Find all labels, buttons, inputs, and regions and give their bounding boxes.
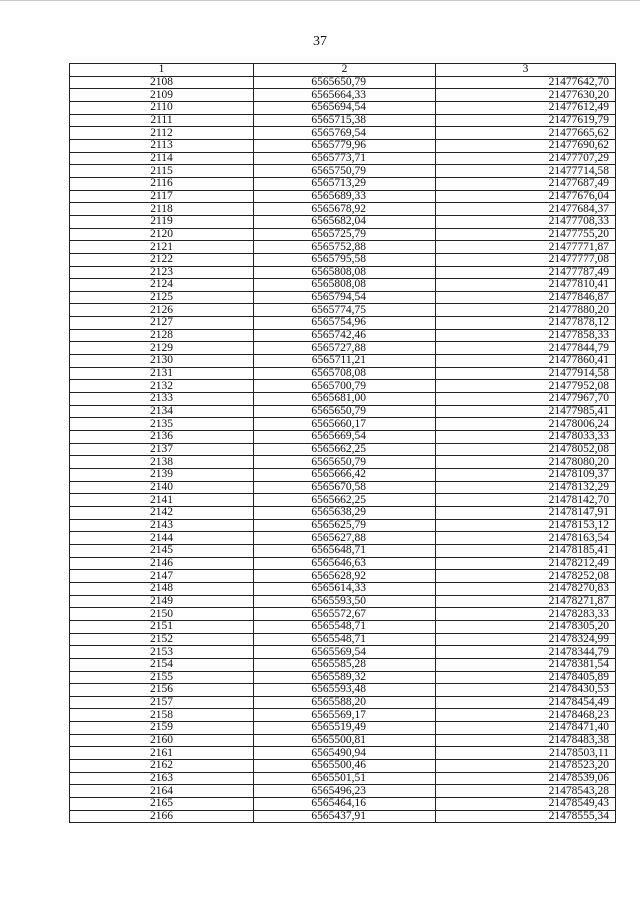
y-coordinate-cell: 21477846,87 bbox=[436, 291, 616, 304]
x-coordinate-cell: 6565773,71 bbox=[254, 152, 436, 165]
table-row bbox=[70, 367, 616, 380]
point-number-cell: 2138 bbox=[70, 456, 254, 469]
point-number-cell: 2154 bbox=[70, 658, 254, 671]
y-coordinate-cell: 21477755,20 bbox=[436, 228, 616, 241]
y-coordinate-cell: 21478283,33 bbox=[436, 608, 616, 621]
x-coordinate-cell: 6565548,71 bbox=[254, 633, 436, 646]
x-coordinate-cell: 6565646,63 bbox=[254, 557, 436, 570]
y-coordinate-cell: 21478549,43 bbox=[436, 798, 616, 811]
y-coordinate-cell: 21478430,53 bbox=[436, 684, 616, 697]
x-coordinate-cell: 6565700,79 bbox=[254, 380, 436, 393]
table-row bbox=[70, 152, 616, 165]
point-number-cell: 2137 bbox=[70, 443, 254, 456]
y-coordinate-cell: 21477771,87 bbox=[436, 241, 616, 254]
point-number-cell: 2108 bbox=[70, 76, 254, 89]
y-coordinate-cell: 21478212,49 bbox=[436, 557, 616, 570]
y-coordinate-cell: 21478305,20 bbox=[436, 620, 616, 633]
point-number-cell: 2158 bbox=[70, 709, 254, 722]
point-number-cell: 2143 bbox=[70, 519, 254, 532]
x-coordinate-cell: 6565662,25 bbox=[254, 443, 436, 456]
point-number-cell: 2117 bbox=[70, 190, 254, 203]
point-number-cell: 2163 bbox=[70, 772, 254, 785]
x-coordinate-cell: 6565490,94 bbox=[254, 747, 436, 760]
y-coordinate-cell: 21478080,20 bbox=[436, 456, 616, 469]
page-top-edge bbox=[0, 0, 640, 1]
table-row bbox=[70, 747, 616, 760]
point-number-cell: 2116 bbox=[70, 177, 254, 190]
y-coordinate-cell: 21477878,12 bbox=[436, 317, 616, 330]
y-coordinate-cell: 21477619,79 bbox=[436, 114, 616, 127]
point-number-cell: 2126 bbox=[70, 304, 254, 317]
y-coordinate-cell: 21478033,33 bbox=[436, 431, 616, 444]
table-row bbox=[70, 760, 616, 773]
y-coordinate-cell: 21478381,54 bbox=[436, 658, 616, 671]
y-coordinate-cell: 21477708,33 bbox=[436, 215, 616, 228]
point-number-cell: 2150 bbox=[70, 608, 254, 621]
y-coordinate-cell: 21478468,23 bbox=[436, 709, 616, 722]
point-number-cell: 2148 bbox=[70, 582, 254, 595]
table-row bbox=[70, 481, 616, 494]
table-row bbox=[70, 405, 616, 418]
y-coordinate-cell: 21477967,70 bbox=[436, 393, 616, 406]
x-coordinate-cell: 6565795,58 bbox=[254, 253, 436, 266]
y-coordinate-cell: 21477787,49 bbox=[436, 266, 616, 279]
x-coordinate-cell: 6565588,20 bbox=[254, 696, 436, 709]
point-number-cell: 2111 bbox=[70, 114, 254, 127]
table-row bbox=[70, 342, 616, 355]
point-number-cell: 2130 bbox=[70, 355, 254, 368]
y-coordinate-cell: 21477714,58 bbox=[436, 165, 616, 178]
x-coordinate-cell: 6565742,46 bbox=[254, 329, 436, 342]
point-number-cell: 2159 bbox=[70, 722, 254, 735]
table-row bbox=[70, 443, 616, 456]
point-number-cell: 2132 bbox=[70, 380, 254, 393]
table-row bbox=[70, 241, 616, 254]
point-number-cell: 2133 bbox=[70, 393, 254, 406]
table-row bbox=[70, 355, 616, 368]
x-coordinate-cell: 6565670,58 bbox=[254, 481, 436, 494]
x-coordinate-cell: 6565501,51 bbox=[254, 772, 436, 785]
point-number-cell: 2156 bbox=[70, 684, 254, 697]
y-coordinate-cell: 21478132,29 bbox=[436, 481, 616, 494]
point-number-cell: 2153 bbox=[70, 646, 254, 659]
y-coordinate-cell: 21478543,28 bbox=[436, 785, 616, 798]
table-row bbox=[70, 772, 616, 785]
y-coordinate-cell: 21478324,99 bbox=[436, 633, 616, 646]
table-row bbox=[70, 810, 616, 823]
table-row bbox=[70, 595, 616, 608]
point-number-cell: 2164 bbox=[70, 785, 254, 798]
y-coordinate-cell: 21478523,20 bbox=[436, 760, 616, 773]
x-coordinate-cell: 6565650,79 bbox=[254, 76, 436, 89]
table-row bbox=[70, 418, 616, 431]
x-coordinate-cell: 6565725,79 bbox=[254, 228, 436, 241]
point-number-cell: 2134 bbox=[70, 405, 254, 418]
table-row bbox=[70, 785, 616, 798]
x-coordinate-cell: 6565650,79 bbox=[254, 405, 436, 418]
table-header-row bbox=[70, 64, 616, 77]
point-number-cell: 2151 bbox=[70, 620, 254, 633]
x-coordinate-cell: 6565614,33 bbox=[254, 582, 436, 595]
table-row bbox=[70, 494, 616, 507]
point-number-cell: 2152 bbox=[70, 633, 254, 646]
x-coordinate-cell: 6565662,25 bbox=[254, 494, 436, 507]
point-number-cell: 2114 bbox=[70, 152, 254, 165]
table-row bbox=[70, 431, 616, 444]
y-coordinate-cell: 21478503,11 bbox=[436, 747, 616, 760]
y-coordinate-cell: 21478271,87 bbox=[436, 595, 616, 608]
y-coordinate-cell: 21477880,20 bbox=[436, 304, 616, 317]
y-coordinate-cell: 21477858,33 bbox=[436, 329, 616, 342]
y-coordinate-cell: 21477952,08 bbox=[436, 380, 616, 393]
x-coordinate-cell: 6565754,96 bbox=[254, 317, 436, 330]
point-number-cell: 2115 bbox=[70, 165, 254, 178]
point-number-cell: 2160 bbox=[70, 734, 254, 747]
table-row bbox=[70, 469, 616, 482]
point-number-cell: 2112 bbox=[70, 127, 254, 140]
y-coordinate-cell: 21478142,70 bbox=[436, 494, 616, 507]
column-header-3: 3 bbox=[436, 64, 616, 77]
table-row bbox=[70, 266, 616, 279]
y-coordinate-cell: 21477860,41 bbox=[436, 355, 616, 368]
x-coordinate-cell: 6565464,16 bbox=[254, 798, 436, 811]
y-coordinate-cell: 21478344,79 bbox=[436, 646, 616, 659]
point-number-cell: 2120 bbox=[70, 228, 254, 241]
x-coordinate-cell: 6565664,33 bbox=[254, 89, 436, 102]
x-coordinate-cell: 6565779,96 bbox=[254, 139, 436, 152]
x-coordinate-cell: 6565548,71 bbox=[254, 620, 436, 633]
y-coordinate-cell: 21478405,89 bbox=[436, 671, 616, 684]
x-coordinate-cell: 6565519,49 bbox=[254, 722, 436, 735]
point-number-cell: 2128 bbox=[70, 329, 254, 342]
table-row bbox=[70, 127, 616, 140]
y-coordinate-cell: 21478052,08 bbox=[436, 443, 616, 456]
point-number-cell: 2119 bbox=[70, 215, 254, 228]
point-number-cell: 2110 bbox=[70, 101, 254, 114]
x-coordinate-cell: 6565437,91 bbox=[254, 810, 436, 823]
point-number-cell: 2165 bbox=[70, 798, 254, 811]
table-row bbox=[70, 304, 616, 317]
point-number-cell: 2155 bbox=[70, 671, 254, 684]
y-coordinate-cell: 21477684,37 bbox=[436, 203, 616, 216]
x-coordinate-cell: 6565585,28 bbox=[254, 658, 436, 671]
y-coordinate-cell: 21477642,70 bbox=[436, 76, 616, 89]
table-row bbox=[70, 709, 616, 722]
table-row bbox=[70, 557, 616, 570]
point-number-cell: 2124 bbox=[70, 279, 254, 292]
x-coordinate-cell: 6565500,46 bbox=[254, 760, 436, 773]
x-coordinate-cell: 6565681,00 bbox=[254, 393, 436, 406]
x-coordinate-cell: 6565500,81 bbox=[254, 734, 436, 747]
y-coordinate-cell: 21477914,58 bbox=[436, 367, 616, 380]
point-number-cell: 2144 bbox=[70, 532, 254, 545]
y-coordinate-cell: 21478483,38 bbox=[436, 734, 616, 747]
coordinates-table-container bbox=[69, 63, 615, 823]
table-row bbox=[70, 203, 616, 216]
x-coordinate-cell: 6565808,08 bbox=[254, 266, 436, 279]
x-coordinate-cell: 6565638,29 bbox=[254, 506, 436, 519]
table-row bbox=[70, 734, 616, 747]
point-number-cell: 2149 bbox=[70, 595, 254, 608]
table-row bbox=[70, 165, 616, 178]
x-coordinate-cell: 6565682,04 bbox=[254, 215, 436, 228]
table-row bbox=[70, 279, 616, 292]
point-number-cell: 2123 bbox=[70, 266, 254, 279]
table-row bbox=[70, 253, 616, 266]
table-row bbox=[70, 633, 616, 646]
x-coordinate-cell: 6565627,88 bbox=[254, 532, 436, 545]
table-row bbox=[70, 532, 616, 545]
table-row bbox=[70, 190, 616, 203]
x-coordinate-cell: 6565708,08 bbox=[254, 367, 436, 380]
table-row bbox=[70, 506, 616, 519]
table-row bbox=[70, 798, 616, 811]
y-coordinate-cell: 21478006,24 bbox=[436, 418, 616, 431]
table-row bbox=[70, 329, 616, 342]
table-row bbox=[70, 380, 616, 393]
table-row bbox=[70, 696, 616, 709]
x-coordinate-cell: 6565689,33 bbox=[254, 190, 436, 203]
y-coordinate-cell: 21477985,41 bbox=[436, 405, 616, 418]
y-coordinate-cell: 21477777,08 bbox=[436, 253, 616, 266]
table-row bbox=[70, 89, 616, 102]
x-coordinate-cell: 6565774,75 bbox=[254, 304, 436, 317]
y-coordinate-cell: 21477844,79 bbox=[436, 342, 616, 355]
x-coordinate-cell: 6565593,50 bbox=[254, 595, 436, 608]
point-number-cell: 2141 bbox=[70, 494, 254, 507]
x-coordinate-cell: 6565569,17 bbox=[254, 709, 436, 722]
x-coordinate-cell: 6565660,17 bbox=[254, 418, 436, 431]
x-coordinate-cell: 6565713,29 bbox=[254, 177, 436, 190]
y-coordinate-cell: 21477612,49 bbox=[436, 101, 616, 114]
table-row bbox=[70, 177, 616, 190]
x-coordinate-cell: 6565750,79 bbox=[254, 165, 436, 178]
point-number-cell: 2136 bbox=[70, 431, 254, 444]
point-number-cell: 2125 bbox=[70, 291, 254, 304]
point-number-cell: 2147 bbox=[70, 570, 254, 583]
point-number-cell: 2135 bbox=[70, 418, 254, 431]
table-row bbox=[70, 519, 616, 532]
x-coordinate-cell: 6565794,54 bbox=[254, 291, 436, 304]
x-coordinate-cell: 6565666,42 bbox=[254, 469, 436, 482]
x-coordinate-cell: 6565650,79 bbox=[254, 456, 436, 469]
point-number-cell: 2139 bbox=[70, 469, 254, 482]
y-coordinate-cell: 21478252,08 bbox=[436, 570, 616, 583]
x-coordinate-cell: 6565669,54 bbox=[254, 431, 436, 444]
x-coordinate-cell: 6565625,79 bbox=[254, 519, 436, 532]
y-coordinate-cell: 21477690,62 bbox=[436, 139, 616, 152]
x-coordinate-cell: 6565593,48 bbox=[254, 684, 436, 697]
table-row bbox=[70, 228, 616, 241]
y-coordinate-cell: 21478471,40 bbox=[436, 722, 616, 735]
point-number-cell: 2157 bbox=[70, 696, 254, 709]
table-body bbox=[70, 76, 616, 823]
table-row bbox=[70, 646, 616, 659]
table-row bbox=[70, 317, 616, 330]
point-number-cell: 2131 bbox=[70, 367, 254, 380]
point-number-cell: 2113 bbox=[70, 139, 254, 152]
point-number-cell: 2161 bbox=[70, 747, 254, 760]
column-header-1: 1 bbox=[70, 64, 254, 77]
point-number-cell: 2145 bbox=[70, 544, 254, 557]
y-coordinate-cell: 21477810,41 bbox=[436, 279, 616, 292]
column-header-2: 2 bbox=[254, 64, 436, 77]
point-number-cell: 2142 bbox=[70, 506, 254, 519]
point-number-cell: 2146 bbox=[70, 557, 254, 570]
x-coordinate-cell: 6565752,88 bbox=[254, 241, 436, 254]
table-row bbox=[70, 456, 616, 469]
page-number: 37 bbox=[313, 34, 327, 49]
x-coordinate-cell: 6565589,32 bbox=[254, 671, 436, 684]
table-row bbox=[70, 684, 616, 697]
table-row bbox=[70, 658, 616, 671]
y-coordinate-cell: 21478454,49 bbox=[436, 696, 616, 709]
y-coordinate-cell: 21478147,91 bbox=[436, 506, 616, 519]
point-number-cell: 2140 bbox=[70, 481, 254, 494]
y-coordinate-cell: 21478185,41 bbox=[436, 544, 616, 557]
point-number-cell: 2109 bbox=[70, 89, 254, 102]
x-coordinate-cell: 6565694,54 bbox=[254, 101, 436, 114]
x-coordinate-cell: 6565769,54 bbox=[254, 127, 436, 140]
point-number-cell: 2127 bbox=[70, 317, 254, 330]
y-coordinate-cell: 21478539,06 bbox=[436, 772, 616, 785]
table-row bbox=[70, 570, 616, 583]
point-number-cell: 2121 bbox=[70, 241, 254, 254]
x-coordinate-cell: 6565496,23 bbox=[254, 785, 436, 798]
point-number-cell: 2118 bbox=[70, 203, 254, 216]
y-coordinate-cell: 21478109,37 bbox=[436, 469, 616, 482]
x-coordinate-cell: 6565678,92 bbox=[254, 203, 436, 216]
y-coordinate-cell: 21477707,29 bbox=[436, 152, 616, 165]
x-coordinate-cell: 6565711,21 bbox=[254, 355, 436, 368]
y-coordinate-cell: 21477630,20 bbox=[436, 89, 616, 102]
table-row bbox=[70, 608, 616, 621]
table-row bbox=[70, 722, 616, 735]
table-row bbox=[70, 582, 616, 595]
table-row bbox=[70, 291, 616, 304]
x-coordinate-cell: 6565648,71 bbox=[254, 544, 436, 557]
point-number-cell: 2166 bbox=[70, 810, 254, 823]
table-row bbox=[70, 393, 616, 406]
table-row bbox=[70, 215, 616, 228]
x-coordinate-cell: 6565628,92 bbox=[254, 570, 436, 583]
y-coordinate-cell: 21477687,49 bbox=[436, 177, 616, 190]
x-coordinate-cell: 6565727,88 bbox=[254, 342, 436, 355]
x-coordinate-cell: 6565808,08 bbox=[254, 279, 436, 292]
point-number-cell: 2122 bbox=[70, 253, 254, 266]
x-coordinate-cell: 6565715,38 bbox=[254, 114, 436, 127]
coordinates-table bbox=[69, 63, 616, 823]
table-row bbox=[70, 544, 616, 557]
table-row bbox=[70, 139, 616, 152]
point-number-cell: 2129 bbox=[70, 342, 254, 355]
x-coordinate-cell: 6565572,67 bbox=[254, 608, 436, 621]
table-row bbox=[70, 101, 616, 114]
x-coordinate-cell: 6565569,54 bbox=[254, 646, 436, 659]
table-row bbox=[70, 114, 616, 127]
table-row bbox=[70, 620, 616, 633]
y-coordinate-cell: 21478270,83 bbox=[436, 582, 616, 595]
y-coordinate-cell: 21477676,04 bbox=[436, 190, 616, 203]
table-row bbox=[70, 76, 616, 89]
y-coordinate-cell: 21477665,62 bbox=[436, 127, 616, 140]
table-row bbox=[70, 671, 616, 684]
y-coordinate-cell: 21478163,54 bbox=[436, 532, 616, 545]
y-coordinate-cell: 21478555,34 bbox=[436, 810, 616, 823]
y-coordinate-cell: 21478153,12 bbox=[436, 519, 616, 532]
point-number-cell: 2162 bbox=[70, 760, 254, 773]
